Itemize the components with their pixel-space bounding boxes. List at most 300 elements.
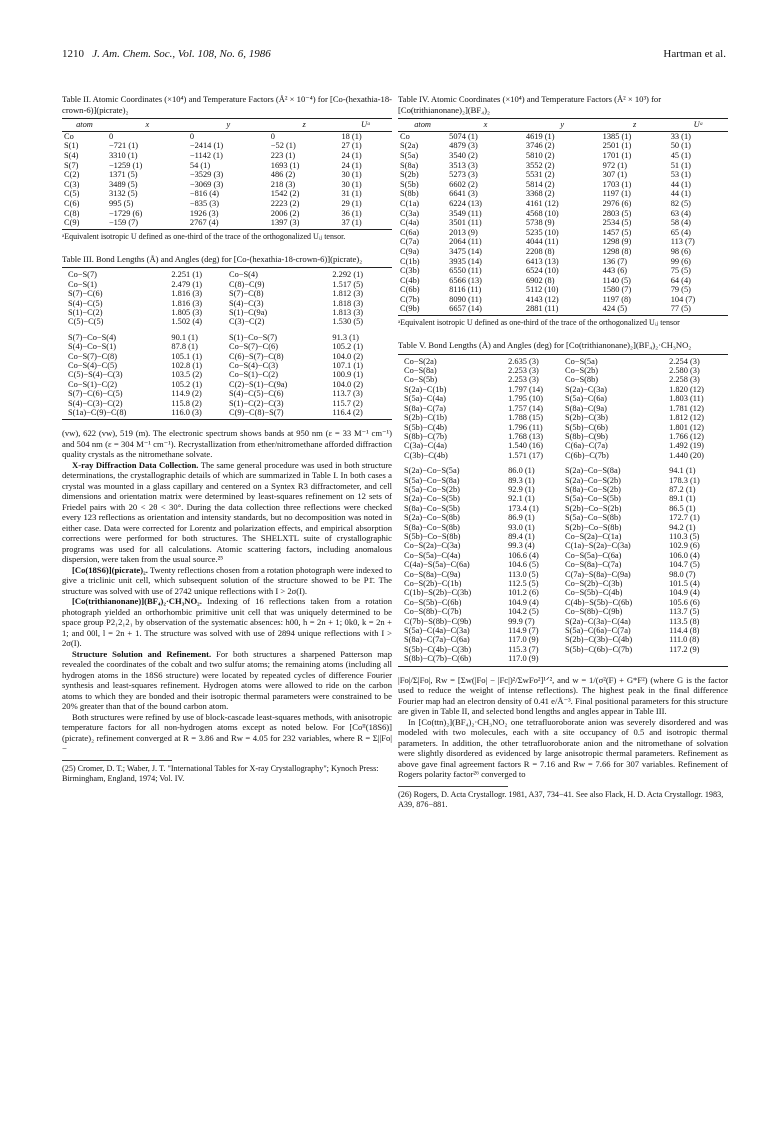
table-cell: 1703 (1) (602, 179, 632, 189)
table-cell: S(2b) (400, 170, 419, 180)
table-cell: 1.492 (19) (669, 441, 704, 451)
table-cell: S(8b)−C(7b) (404, 431, 447, 441)
table-cell: 64 (4) (670, 275, 691, 285)
table-cell: C(6a) (400, 227, 420, 237)
table-row (402, 626, 724, 635)
table-cell: 1.788 (15) (508, 413, 543, 423)
experimental-text (62, 428, 392, 754)
table-cell: 115.8 (2) (171, 398, 202, 408)
table-cell: S(8b)−C(9b) (564, 431, 608, 441)
table-cell: Co−S(1)−C(2) (228, 370, 278, 380)
table-cell: −1142 (1) (189, 150, 223, 160)
table-cell: 100.9 (1) (332, 370, 364, 380)
table-row (402, 617, 724, 626)
table-cell: S(5a)−C(4a) (404, 394, 446, 404)
table-cell: 30 (1) (341, 179, 362, 189)
table-cell: 104.9 (4) (508, 597, 539, 607)
table-cell: 1.818 (3) (332, 298, 364, 308)
table-cell: 5112 (10) (525, 285, 559, 295)
table-row (66, 370, 388, 379)
table-cell: S(5b)−C(4b) (404, 422, 447, 432)
table-cell: S(5a)−C(6a)−C(7a) (564, 626, 631, 636)
table-row (402, 532, 724, 541)
table-cell: 104.9 (4) (669, 588, 700, 598)
table-row (398, 141, 728, 151)
table-row (402, 423, 724, 432)
table-cell: 4044 (11) (525, 237, 559, 247)
table-cell: S(8a)−C(7a) (404, 403, 446, 413)
table-cell: 104.0 (2) (332, 351, 364, 361)
table-cell: Co (400, 131, 410, 141)
table-cell: 117.0 (9) (508, 654, 539, 664)
table-cell: 1.795 (10) (508, 394, 543, 404)
table-cell: S(2a)−C(1b) (404, 384, 447, 394)
table-row (398, 199, 728, 209)
table-cell: S(4)−C(3)−C(2) (68, 398, 123, 408)
table-row (66, 352, 388, 361)
table-cell: 116.0 (3) (171, 408, 202, 417)
table-row (62, 161, 392, 171)
table2 (62, 118, 392, 230)
table-cell: 6413 (13) (525, 256, 559, 266)
table-cell: S(7)−C(6)−C(5) (68, 389, 123, 399)
table-cell: 1.502 (4) (171, 317, 203, 327)
table-cell: 1371 (5) (108, 170, 138, 180)
paragraph: (vw), 622 (vw), 519 (m). The electronic spectrum shows bands at 950 nm (ε = 33 M⁻¹ cm⁻¹) and 504 nm (ε = 304 M⁻¹ cm⁻¹). Recrystallization from ether/nitromethane afforded diffraction quality crystals as the nitromethane solvate. (62, 428, 392, 460)
table-row (66, 280, 388, 289)
table-row (402, 513, 724, 522)
table-cell: S(7)−C(6) (68, 289, 103, 299)
table-cell: 63 (4) (670, 208, 691, 218)
table-row (402, 541, 724, 550)
table-cell: 104.7 (5) (669, 560, 700, 570)
table-cell: 6602 (2) (449, 179, 478, 189)
table-cell: S(2a)−Co−S(2b) (564, 475, 621, 485)
table-cell: −3529 (3) (189, 170, 224, 180)
table-cell: 4619 (1) (525, 131, 555, 141)
table-cell: 1.768 (13) (508, 431, 543, 441)
table-cell: 1.816 (3) (171, 289, 203, 299)
table-row (398, 276, 728, 286)
table-cell: 65 (4) (670, 227, 691, 237)
table-cell: 36 (1) (341, 208, 362, 218)
table-cell: 117.2 (9) (669, 644, 700, 654)
table-cell: Co−S(8a) (404, 366, 437, 376)
paragraph-heading: [Co(18S6)](picrate)₂. (72, 564, 148, 575)
table-cell: −3069 (3) (189, 179, 224, 189)
table-cell: Co−S(8b)−C(9b) (564, 607, 623, 617)
table-cell: C(2) (64, 170, 80, 180)
table-cell: C(6) (64, 198, 80, 208)
table-cell: 3489 (5) (108, 179, 138, 189)
table-cell: C(6b) (400, 285, 420, 295)
table-cell: S(2b)−C(3b) (564, 413, 608, 423)
table-cell: 54 (1) (189, 160, 211, 170)
table-cell: −721 (1) (108, 141, 139, 151)
table-cell: 33 (1) (670, 131, 691, 141)
table-cell: 178.3 (1) (669, 475, 700, 485)
column-header: Uᵃ (669, 119, 728, 132)
table-cell: 91.3 (1) (332, 332, 359, 342)
table-cell: 105.1 (1) (171, 351, 203, 361)
table-cell: S(7) (64, 160, 79, 170)
table-row (66, 389, 388, 398)
table-cell: 5738 (9) (525, 218, 555, 228)
table-cell: 3513 (3) (449, 160, 478, 170)
table5-grid (402, 357, 724, 664)
table-cell: S(4)−C(5)−C(6) (228, 389, 284, 399)
table-cell: 37 (1) (339, 218, 392, 229)
table-cell: S(8a)−C(9a) (564, 403, 607, 413)
table-cell: 1.812 (12) (669, 413, 704, 423)
table-cell: 1397 (3) (269, 218, 340, 229)
table-row (398, 189, 728, 199)
table-cell: 86.5 (1) (669, 503, 696, 513)
table-cell: 106.6 (4) (508, 550, 539, 560)
table-cell: C(5) (64, 189, 80, 199)
table-cell: S(8a)−Co−S(5b) (404, 503, 460, 513)
paragraph-heading: [Co(trithianonane)](BF₄)₂·CH₃NO₂. (72, 596, 202, 607)
table-cell: 92.1 (1) (508, 494, 535, 504)
table-cell: 443 (6) (602, 266, 628, 276)
table-cell: 6524 (10) (525, 266, 559, 276)
table-cell: 90.1 (1) (171, 332, 198, 342)
footnote-rule (62, 760, 172, 761)
table-cell: Co−S(1) (68, 279, 97, 289)
table-cell: −835 (3) (189, 198, 220, 208)
table-cell: Co−S(7)−C(8) (68, 351, 117, 361)
table-cell: C(4a) (400, 218, 420, 228)
column-header: x (107, 119, 188, 132)
table-cell: 2064 (11) (449, 237, 482, 247)
table5 (398, 354, 728, 667)
table-cell: 98.0 (7) (669, 569, 696, 579)
table-cell: 223 (1) (270, 150, 296, 160)
table-cell: C(8)−C(9) (228, 279, 265, 289)
table-cell: Co−S(2b) (564, 366, 599, 376)
table-cell: C(6)−S(7)−C(8) (228, 351, 284, 361)
column-header: y (188, 119, 269, 132)
table-cell: 5814 (2) (525, 179, 555, 189)
paragraph-text: Indexing of 16 reflections taken from a rotation photograph yielded an orthorhombic primitive unit cell that was uniquely determined to be space group P2₁2₁2₁ by observation of the systematic absences: h00, h = 2n + 1; 0k0, k = 2n + 1; and 00l, l = 2n + 1. The structure was solved with use of 2894 unique reflections with I > 2σ(I). (62, 596, 392, 649)
paragraph-text: Twenty reflections chosen from a rotation photograph were indexed to give a triclinic unit cell, which subsequent solution of the structure showed to be P1̄. The structure was solved with use of 2742 unique reflections with I > 2σ(I). (62, 564, 392, 596)
table-cell: 2013 (9) (449, 227, 478, 237)
table-cell: 113.7 (5) (669, 607, 700, 617)
right-column (398, 94, 728, 810)
table-cell: 0 (108, 131, 114, 141)
paragraph-heading: Structure Solution and Refinement. (72, 648, 212, 659)
table-cell: C(6a)−C(7a) (564, 441, 608, 451)
table4-footnote: ᵃEquivalent isotropic U defined as one-third of the trace of the orthogonalized Uᵢⱼ tensor (398, 318, 680, 328)
table-cell: 5235 (10) (525, 227, 559, 237)
table-cell: 1.813 (3) (332, 307, 364, 317)
refinement-text (398, 675, 728, 780)
authors-head: Hartman et al. (663, 48, 726, 60)
table-cell: 1298 (8) (602, 246, 632, 256)
table-cell: 1542 (2) (270, 189, 300, 199)
table-row (398, 180, 728, 190)
table-cell: 30 (1) (341, 170, 362, 180)
table-cell: 1.816 (3) (171, 298, 203, 308)
table-row (402, 560, 724, 569)
table-cell: 136 (7) (602, 256, 628, 266)
table-cell: 3549 (11) (449, 208, 482, 218)
table-cell: Co−S(5a)−C(4a) (404, 550, 461, 560)
table-cell: S(5b)−C(6b)−C(7b) (564, 644, 633, 654)
table-cell: C(3a) (400, 208, 420, 218)
table-cell: S(2a)−Co−S(5a) (404, 466, 460, 476)
table-cell: 2.479 (1) (171, 279, 203, 289)
paragraph (62, 649, 392, 712)
table-row (398, 161, 728, 171)
table-row (402, 588, 724, 597)
table-cell: S(1)−C(2) (68, 307, 103, 317)
table-cell: S(5a)−Co−S(2b) (404, 484, 460, 494)
table-cell: 1.781 (12) (669, 403, 704, 413)
table-cell: 112.5 (5) (508, 579, 539, 588)
table-cell: 1197 (1) (602, 189, 631, 199)
table-cell: 1701 (1) (602, 150, 632, 160)
table-cell: 1.805 (3) (171, 307, 203, 317)
table-row (402, 385, 724, 394)
table-cell: S(1)−C(9a) (228, 307, 268, 317)
table-cell: 45 (1) (670, 150, 691, 160)
table-row (402, 551, 724, 560)
table-cell: 4161 (12) (525, 198, 559, 208)
table-cell: 1.766 (12) (669, 431, 704, 441)
table-cell: 3310 (1) (108, 150, 138, 160)
table-cell: 173.4 (1) (508, 503, 539, 513)
table-cell: S(5a)−Co−S(8a) (404, 475, 460, 485)
table-cell: 3368 (2) (525, 189, 555, 199)
table-cell: 105.2 (1) (171, 379, 203, 389)
table-cell: S(5b)−Co−S(8b) (404, 531, 461, 541)
table-cell: 2.292 (1) (332, 270, 364, 280)
table-cell: 113.5 (8) (669, 616, 700, 626)
table-cell: Co−S(2b)−C(3b) (564, 579, 623, 588)
table-cell: 99.3 (4) (508, 541, 535, 551)
table-row (402, 466, 724, 475)
table-row (402, 570, 724, 579)
table-cell: 3475 (14) (449, 246, 482, 256)
table-row (398, 228, 728, 238)
table-row (62, 131, 392, 141)
table-cell: 113.7 (3) (332, 389, 363, 399)
table-cell: Co−S(2a)−C(3a) (404, 541, 461, 551)
page-number: 1210 (62, 48, 84, 60)
table-row (62, 141, 392, 151)
table-cell: C(9a) (400, 246, 420, 256)
table-cell: S(5b)−C(4b)−C(3b) (404, 644, 472, 654)
table-cell: S(2b)−Co−S(2b) (564, 503, 622, 513)
table-cell: 5810 (2) (525, 150, 555, 160)
table-cell: 172.7 (1) (669, 513, 700, 523)
table-cell: 116.4 (2) (332, 408, 363, 417)
table-cell: 1298 (9) (602, 237, 632, 247)
table-row (398, 151, 728, 161)
table-row (402, 645, 724, 654)
table-cell: 114.9 (2) (171, 389, 202, 399)
table-cell: Co−S(2b)−C(1b) (404, 579, 462, 588)
table-cell: 2.635 (3) (508, 356, 539, 366)
table-cell: C(1b) (400, 256, 420, 266)
table-cell: 2.253 (3) (508, 366, 539, 376)
table-row (398, 266, 728, 276)
table-row (398, 131, 728, 141)
table-row (62, 151, 392, 161)
table-row (398, 304, 728, 315)
table-cell: S(5b)−C(6b) (564, 422, 608, 432)
table-cell: S(2a)−Co−S(8b) (404, 513, 460, 523)
table-row (62, 170, 392, 180)
table-cell: S(5b) (400, 179, 419, 189)
table-cell: Co−S(2a) (404, 356, 437, 366)
table-row (402, 432, 724, 441)
table-cell: 1.440 (20) (669, 450, 704, 460)
table-cell: 82 (5) (670, 198, 691, 208)
table-cell: 6902 (8) (525, 275, 555, 285)
footnote-rule (398, 786, 508, 787)
paragraph-heading: X-ray Diffraction Data Collection. (72, 459, 199, 470)
table-row (66, 408, 388, 417)
table-cell: 114.9 (7) (508, 626, 539, 636)
table-cell: Co−S(7) (68, 270, 97, 280)
table-cell: 8116 (11) (449, 285, 482, 295)
table-row (402, 598, 724, 607)
table-cell: C(9b) (398, 304, 447, 315)
table-cell: S(8b)−C(7b)−C(6b) (404, 654, 472, 664)
table-row (62, 218, 392, 229)
table-cell: 4879 (3) (449, 141, 478, 151)
table-cell: 307 (1) (602, 170, 628, 180)
table-row (62, 180, 392, 190)
table-row (66, 299, 388, 308)
table-row (402, 485, 724, 494)
table-cell: −816 (4) (189, 189, 220, 199)
table-cell: 31 (1) (341, 189, 362, 199)
table-cell: 87.2 (1) (669, 484, 696, 494)
table-cell: 1693 (1) (270, 160, 300, 170)
table-cell: 6641 (3) (449, 189, 478, 199)
table-cell: S(2b)−C(3b)−C(4b) (564, 635, 633, 645)
table-cell: 102.8 (1) (171, 360, 203, 370)
table-cell: 2.251 (1) (171, 270, 203, 280)
table-cell: 2.580 (3) (669, 366, 700, 376)
reference-25: (25) Cromer, D. T.; Waber, J. T. "International Tables for X-ray Crystallography"; Kynoch Press: Birmingham, England, 1974; Vol. IV. (62, 763, 379, 783)
table-cell: 1.797 (14) (508, 384, 543, 394)
table-cell: 24 (1) (341, 150, 362, 160)
table-cell: 110.3 (5) (669, 531, 700, 541)
table-cell: 104.0 (2) (332, 379, 364, 389)
table-cell: C(1a)−S(2a)−C(3a) (564, 541, 631, 551)
table-cell: 6657 (14) (447, 304, 524, 315)
table-row (398, 285, 728, 295)
table-cell: −159 (7) (107, 218, 188, 229)
table-cell: 104.2 (5) (508, 607, 539, 617)
table-cell: 2006 (2) (270, 208, 300, 218)
table-row (66, 399, 388, 408)
table-cell: 1457 (5) (602, 227, 632, 237)
table-row (398, 209, 728, 219)
table-cell: S(8b) (400, 189, 419, 199)
table-cell: 1385 (1) (602, 131, 632, 141)
table-cell: −52 (1) (270, 141, 296, 151)
table-cell: S(2b)−C(1b) (404, 413, 447, 423)
column-header: z (269, 119, 340, 132)
table-cell: C(5)−S(4)−C(3) (68, 370, 123, 380)
table-row (402, 494, 724, 503)
table-cell: C(3b) (400, 266, 420, 276)
table-row (402, 375, 724, 384)
table-cell: 1.530 (5) (332, 317, 364, 327)
table-cell: 92.9 (1) (508, 484, 535, 494)
table-row (402, 394, 724, 403)
table-cell: S(4)−Co−S(1) (68, 342, 117, 352)
table-cell: 1.757 (14) (508, 403, 543, 413)
table-row (398, 237, 728, 247)
table-cell: C(4b) (400, 275, 420, 285)
table-cell: 4143 (12) (525, 294, 559, 304)
table-row (398, 247, 728, 257)
table-cell: 105.6 (6) (669, 597, 700, 607)
table-cell: 103.5 (2) (171, 370, 203, 380)
table-row (402, 441, 724, 450)
table-cell: Co−S(4)−C(5) (68, 360, 117, 370)
table-row (402, 476, 724, 485)
table-cell: 424 (5) (601, 304, 669, 315)
table-cell: 101.2 (6) (508, 588, 539, 598)
table-cell: Co−S(8b)−C(7b) (404, 607, 462, 617)
table-cell: Co−S(8a)−C(7a) (564, 560, 622, 570)
table-cell: S(8a)−Co−S(2b) (564, 484, 621, 494)
reference-26: (26) Rogers, D. Acta Crystallogr. 1981, A37, 734−41. See also Flack, H. D. Acta Crystallogr. 1983, A39, 876−881. (398, 789, 724, 809)
table-cell (563, 654, 667, 663)
table-cell: 1.571 (17) (508, 450, 543, 460)
table-cell: C(5)−C(5) (68, 317, 104, 327)
table-cell: C(2)−S(1)−C(9a) (228, 379, 288, 389)
table-cell: 98 (6) (670, 246, 691, 256)
table-cell: C(7a)−S(8a)−C(9a) (564, 569, 631, 579)
table-cell: S(2a)−C(3a)−C(4a) (564, 616, 631, 626)
table2-caption: Table II. Atomic Coordinates (×10⁴) and Temperature Factors (Å² × 10⁻⁴) for [Co-(hexathia-18-crown-6)](picrate)₂ (62, 94, 392, 115)
table-cell: 77 (5) (669, 304, 728, 315)
table-cell: 1926 (3) (189, 208, 219, 218)
table-cell: S(4)−C(3) (228, 298, 264, 308)
table-cell: S(7)−Co−S(4) (68, 332, 117, 342)
table-cell: 1.517 (5) (332, 279, 364, 289)
table-cell: Co (64, 131, 74, 141)
table-cell: 218 (3) (270, 179, 296, 189)
column-header: y (524, 119, 601, 132)
table-row (398, 257, 728, 267)
table-row (66, 333, 388, 342)
column-header: Uᵃ (339, 119, 392, 132)
table-cell: 995 (5) (108, 198, 134, 208)
table-cell: S(2a)−Co−S(8a) (564, 466, 621, 476)
table-cell: 101.5 (4) (669, 579, 700, 588)
table-cell: 99.9 (7) (508, 616, 535, 626)
table-row (402, 366, 724, 375)
table-cell: 1.803 (11) (669, 394, 704, 404)
table-cell: S(5a)−C(4a)−C(3a) (404, 626, 470, 636)
table-cell: 6566 (13) (449, 275, 482, 285)
table-row (66, 270, 388, 279)
table-row (398, 218, 728, 228)
table-cell: −1259 (1) (108, 160, 143, 170)
table-row (402, 413, 724, 422)
table-cell: 2803 (5) (602, 208, 632, 218)
table-row (402, 357, 724, 366)
